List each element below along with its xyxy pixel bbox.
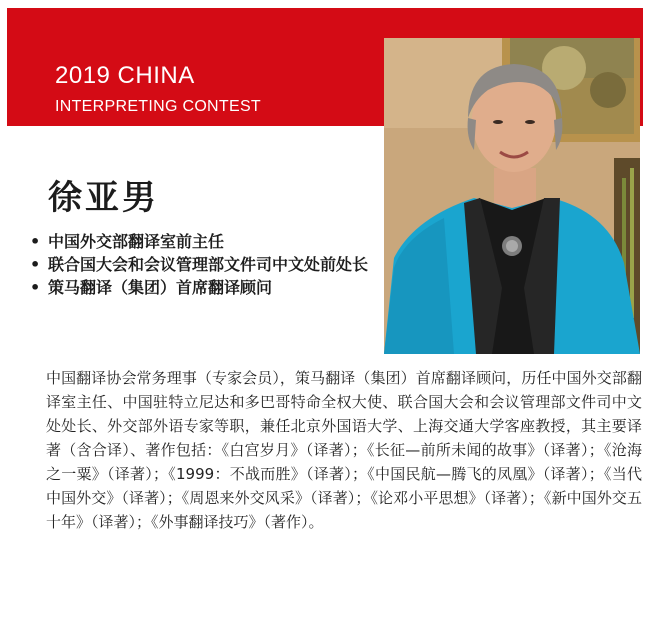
portrait-photo — [384, 38, 640, 354]
bullet-icon: • — [30, 255, 41, 274]
person-name: 徐亚男 — [48, 178, 159, 218]
role-item — [30, 230, 380, 253]
role-item — [30, 253, 380, 276]
biography-text: 中国翻译协会常务理事（专家会员），策马翻译（集团）首席翻译顾问，历任中国外交部翻译室主任、中国驻特立尼达和多巴哥特命全权大使、联合国大会和会议管理部文件司中文处处长、外交部外语专家等职，兼任北京外国语大学、上海交通大学客座教授，其主要译著（含合译）、著作包括：《白宫岁月》（译著）；《长征—前所未闻的故事》（译著）；《沧海之一粟》（译著）；《1999：不战而胜》（译著）；《中国民航—腾飞的凤凰》（译著）；《当代中国外交》（译著）；《周恩来外交风采》（译著）；《论邓小平思想》（译著）；《新中国外交五十年》（译著）；《外事翻译技巧》（著作）。 — [46, 369, 642, 531]
bullet-icon: • — [30, 232, 41, 251]
roles-list — [30, 230, 380, 299]
role-text: 联合国大会和会议管理部文件司中文处前处长 — [48, 255, 369, 274]
banner-title: 2019 CHINA — [55, 62, 195, 89]
role-text: 策马翻译（集团）首席翻译顾问 — [48, 278, 273, 297]
bullet-icon: • — [30, 278, 41, 297]
banner-subtitle: INTERPRETING CONTEST — [55, 98, 262, 115]
role-item — [30, 276, 380, 299]
role-text: 中国外交部翻译室前主任 — [48, 232, 225, 251]
